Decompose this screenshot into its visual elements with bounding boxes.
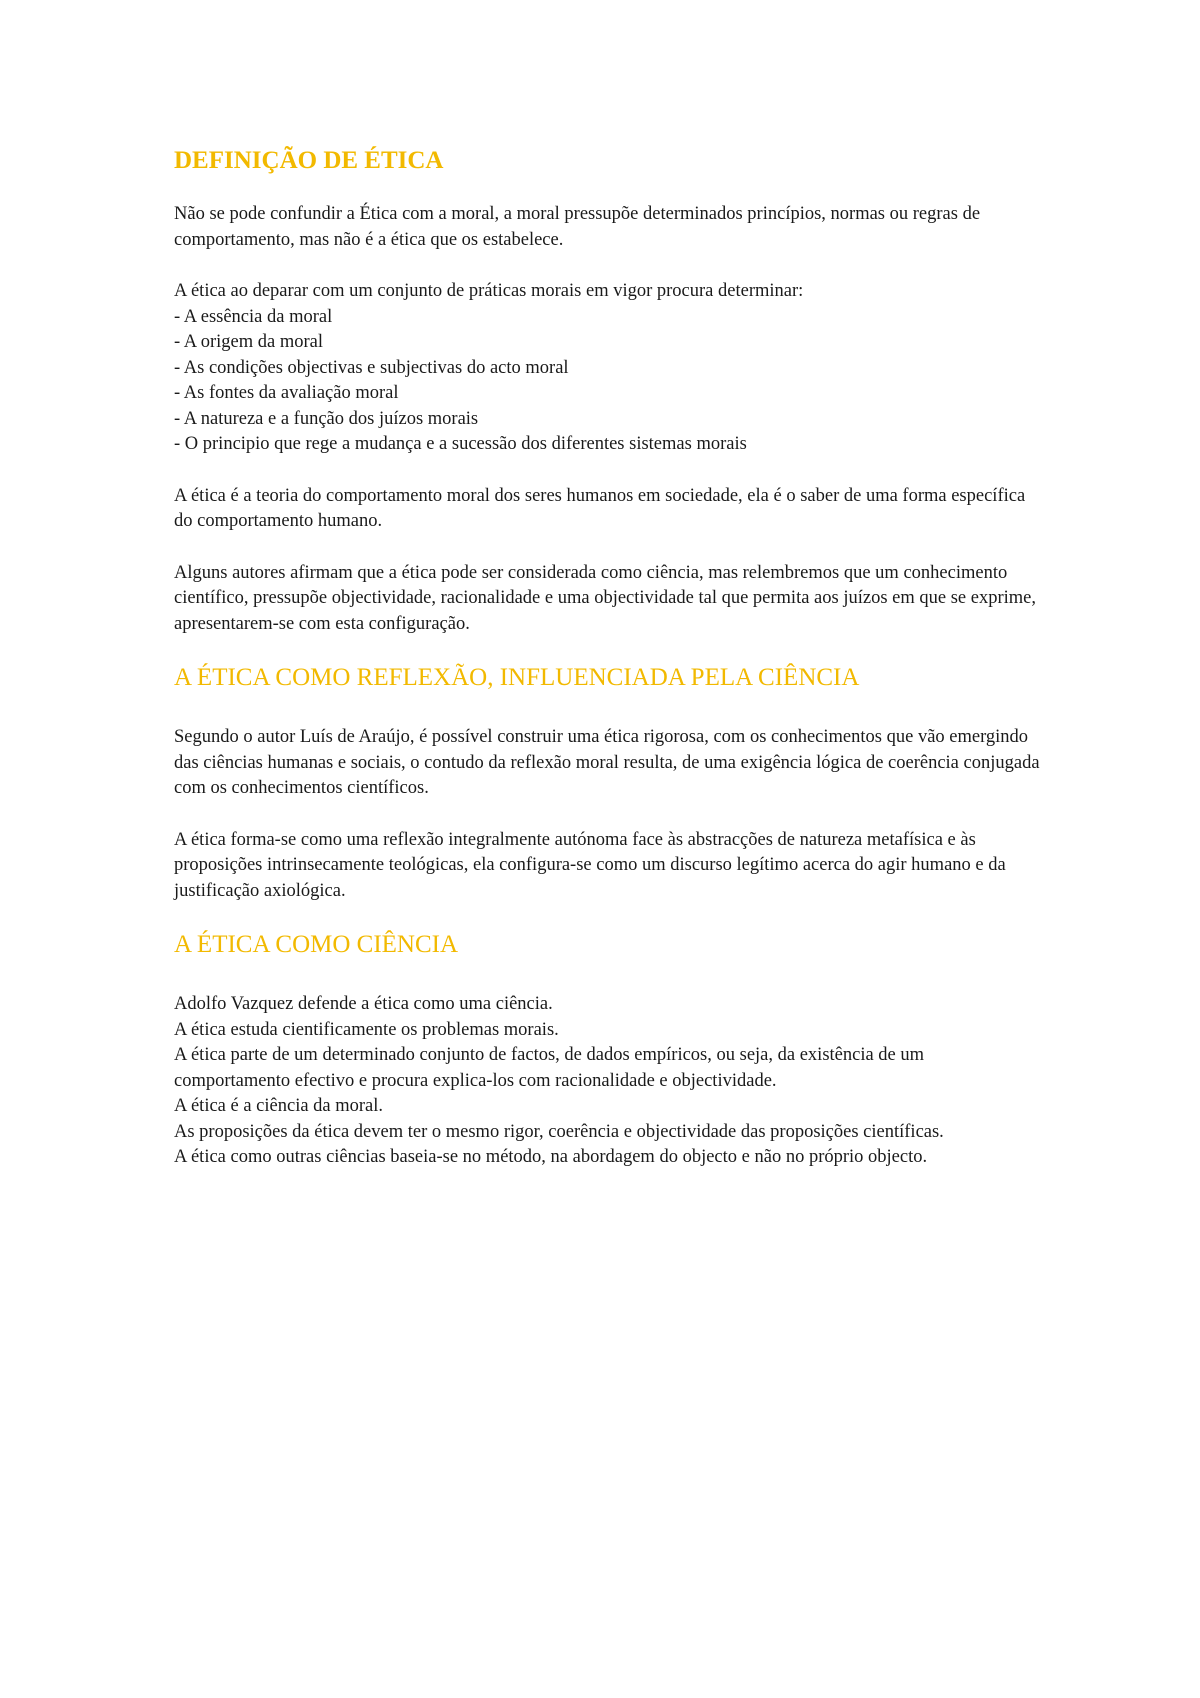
statements-block	[174, 992, 1044, 1171]
list-item: - As fontes da avaliação moral	[174, 383, 399, 403]
statement-line: As proposições da ética devem ter o mesmo rigor, coerência e objectividade das proposições científicas.	[174, 1121, 944, 1142]
list-item: - O principio que rege a mudança e a sucessão dos diferentes sistemas morais	[174, 434, 747, 454]
paragraph: A ética forma-se como uma reflexão integralmente autónoma face às abstracções de natureza metafísica e às proposições intrinsecamente teológicas, ela configura-se como um discurso legítimo acerca do agir humano e da justificação axiológica.	[174, 829, 1006, 901]
list-item: - A essência da moral	[174, 306, 333, 327]
heading-etica-como-ciencia: A ÉTICA COMO CIÊNCIA	[174, 931, 459, 958]
paragraph: Alguns autores afirmam que a ética pode ser considerada como ciência, mas relembremos que um conhecimento científico, pressupõe objectividade, racionalidade e uma objectividade tal que permita aos juízos em que se exprime, apresentarem-se com esta configuração.	[174, 562, 1036, 634]
list-item: - A origem da moral	[174, 332, 323, 352]
paragraph-block	[174, 561, 1044, 638]
list-item: - As condições objectivas e subjectivas do acto moral	[174, 357, 569, 378]
paragraph-block	[174, 725, 1044, 802]
section-definicao-de-etica	[174, 146, 1044, 637]
list-item: - A natureza e a função dos juízos morais	[174, 408, 479, 429]
list-block	[174, 279, 1044, 458]
section-etica-como-reflexao	[174, 663, 1044, 904]
paragraph-block	[174, 484, 1044, 535]
section-etica-como-ciencia	[174, 930, 1044, 1171]
statement-line: A ética é a ciência da moral.	[174, 1096, 384, 1116]
statement-line: A ética estuda cientificamente os problemas morais.	[174, 1019, 559, 1040]
determination-list	[174, 305, 1044, 458]
heading-definicao-de-etica: DEFINIÇÃO DE ÉTICA	[174, 147, 444, 174]
list-intro: A ética ao deparar com um conjunto de práticas morais em vigor procura determinar:	[174, 281, 804, 301]
heading-etica-como-reflexao: A ÉTICA COMO REFLEXÃO, INFLUENCIADA PELA CIÊNCIA	[174, 664, 860, 691]
document-page	[174, 146, 1044, 1171]
paragraph-block	[174, 202, 1044, 253]
statement-line: Adolfo Vazquez defende a ética como uma ciência.	[174, 994, 553, 1014]
paragraph: A ética é a teoria do comportamento moral dos seres humanos em sociedade, ela é o saber de uma forma específica do comportamento humano.	[174, 485, 1026, 531]
paragraph: Não se pode confundir a Ética com a moral, a moral pressupõe determinados princípios, normas ou regras de comportamento, mas não é a ética que os estabelece.	[174, 204, 981, 250]
statement-line: A ética parte de um determinado conjunto de factos, de dados empíricos, ou seja, da existência de um comportamento efectivo e procura explica-los com racionalidade e objectividade.	[174, 1045, 925, 1091]
paragraph-block	[174, 828, 1044, 905]
paragraph: Segundo o autor Luís de Araújo, é possível construir uma ética rigorosa, com os conhecimentos que vão emergindo das ciências humanas e sociais, o contudo da reflexão moral resulta, de uma exigência lógica de coerência conjugada com os conhecimentos científicos.	[174, 727, 1040, 798]
statement-line: A ética como outras ciências baseia-se no método, na abordagem do objecto e não no próprio objecto.	[174, 1147, 928, 1167]
